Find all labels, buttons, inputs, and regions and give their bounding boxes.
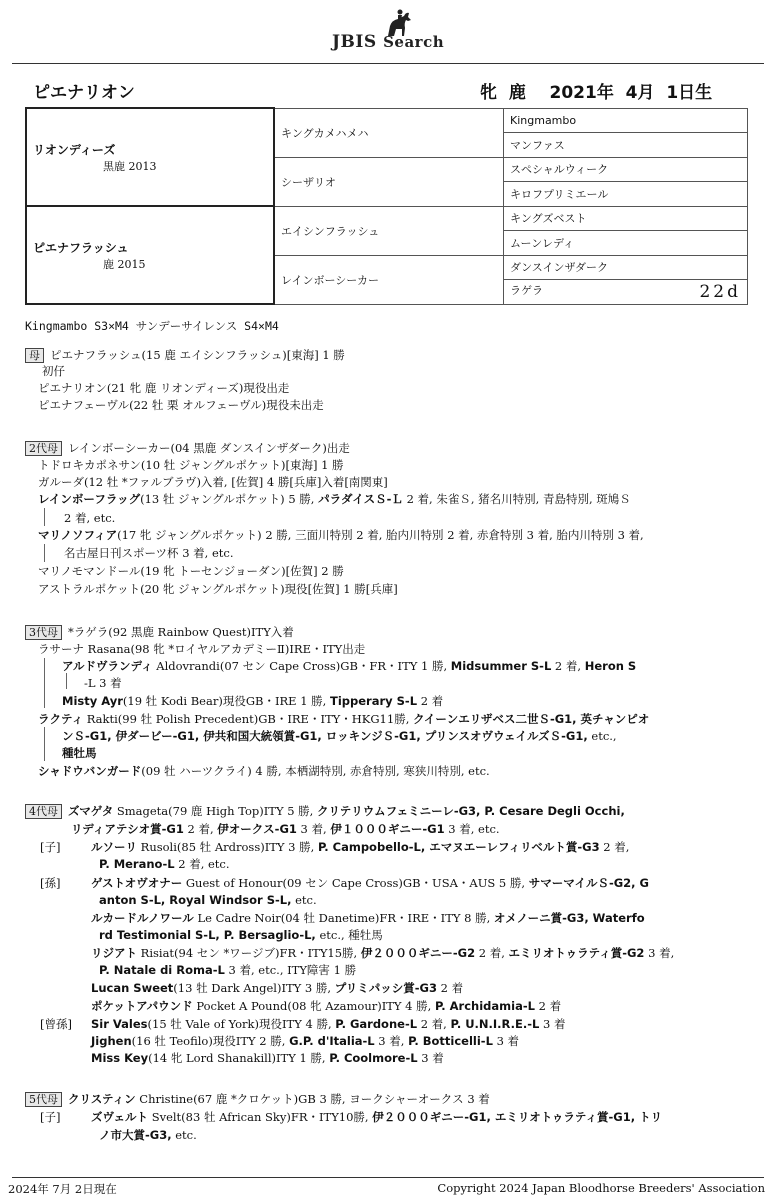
descendant-row-cont: P. Natale di Roma-L 3 着, etc., ITY障害 1 勝 bbox=[99, 963, 357, 977]
sire-name: リオンディーズ bbox=[33, 142, 116, 157]
dam-dam-dam-name: ラゲラ bbox=[510, 283, 543, 297]
descendant-row-cont: ノ市大賞-G3, etc. bbox=[99, 1128, 197, 1142]
offspring-row: マリノモマンドール(19 牝 トーセンジョーダン)[佐賀] 2 勝 bbox=[38, 564, 344, 578]
offspring-row: ラクティ Rakti(99 牡 Polish Precedent)GB・IRE・ITY・HKG11勝, クイーンエリザベス二世Ｓ-G1, 英チャンピオ bbox=[38, 712, 650, 726]
relation-label: [孫] bbox=[40, 876, 61, 890]
sire-dam-sire: スペシャルウィーク bbox=[504, 157, 748, 182]
dam1-tag: 母 bbox=[25, 348, 44, 363]
horse-name: ピエナリオン bbox=[33, 83, 135, 103]
offspring-row-cont: 2 着, etc. bbox=[64, 511, 116, 525]
dam3-tag: 3代母 bbox=[25, 625, 62, 640]
descendant-row-cont: rd Testimonial S-L, P. Bersaglio-L, etc., 種牡馬 bbox=[99, 928, 383, 942]
dam-cell bbox=[26, 206, 274, 304]
descendant-row: Sir Vales(15 牡 Vale of York)現役ITY 4 勝, P. Gardone-L 2 着, P. U.N.I.R.E.-L 3 着 bbox=[91, 1017, 566, 1031]
offspring-row-cont: ンＳ-G1, 伊ダービー-G1, 伊共和国大統領賞-G1, ロッキンジＳ-G1, プリンスオヴウェイルズＳ-G1, etc., bbox=[62, 729, 617, 743]
footer-copyright: Copyright 2024 Japan Bloodhorse Breeders' Association bbox=[437, 1181, 765, 1195]
dam3-line: 3代母 *ラゲラ(92 黒鹿 Rainbow Quest)ITY入着 bbox=[25, 624, 294, 640]
descendant-row: Miss Key(14 牝 Lord Shanakill)ITY 1 勝, P. Coolmore-L 3 着 bbox=[91, 1051, 444, 1065]
offspring-row: シャドウバンガード(09 牡 ハーツクライ) 4 勝, 本栖湖特別, 赤倉特別, 寒狭川特別, etc. bbox=[38, 764, 490, 778]
dam-dam-dam bbox=[504, 280, 748, 305]
relation-label: [曾孫] bbox=[40, 1017, 72, 1031]
indent-bar bbox=[44, 508, 45, 526]
offspring-row: レインボーフラッグ(13 牡 ジャングルポケット) 5 勝, パラダイスＳ-Ｌ 2 着, 朱雀Ｓ, 猪名川特別, 青島特別, 斑鳩Ｓ bbox=[38, 492, 631, 506]
relation-label: [子] bbox=[40, 840, 61, 854]
indent-bar bbox=[44, 658, 45, 708]
descendant-row: Lucan Sweet(13 牡 Dark Angel)ITY 3 勝, プリミパッシ賞-G3 2 着 bbox=[91, 981, 464, 995]
dam-sire-dam: ムーンレディ bbox=[504, 231, 748, 256]
footer-date: 2024年 7月 2日現在 bbox=[8, 1182, 117, 1196]
descendant-row: ルソーリ Rusoli(85 牡 Ardross)ITY 3 勝, P. Campobello-L, エマヌエーレフィリベルト賞-G3 2 着, bbox=[91, 840, 630, 854]
descendant-row: ポケットアパウンド Pocket A Pound(08 牝 Azamour)ITY 4 勝, P. Archidamia-L 2 着 bbox=[91, 999, 562, 1013]
dam5-line: 5代母 クリスティン Christine(67 鹿 *クロケット)GB 3 勝, ヨークシャーオークス 3 着 bbox=[25, 1091, 490, 1107]
dam1-line: 母 ピエナフラッシュ(15 鹿 エイシンフラッシュ)[東海] 1 勝 bbox=[25, 347, 345, 363]
offspring-row: アストラルポケット(20 牝 ジャングルポケット)現役[佐賀] 1 勝[兵庫] bbox=[38, 582, 398, 596]
dam-dam-sire: ダンスインザダーク bbox=[504, 255, 748, 280]
pedigree-table bbox=[25, 107, 748, 305]
dam2-line: 2代母 レインボーシーカー(04 黒鹿 ダンスインザダーク)出走 bbox=[25, 440, 350, 456]
descendant-row: リジアト Risiat(94 セン *ワージブ)FR・ITY15勝, 伊２０００ギニー-G2 2 着, エミリオトゥラティ賞-G2 3 着, bbox=[91, 946, 675, 960]
dam-info: 鹿 2015 bbox=[103, 257, 146, 271]
descendant-row: ズヴェルト Svelt(83 牡 African Sky)FR・ITY10勝, 伊２０００ギニー-G1, エミリオトゥラティ賞-G1, トリ bbox=[91, 1110, 663, 1124]
offspring-row: ラサーナ Rasana(98 牝 *ロイヤルアカデミーⅡ)IRE・ITY出走 bbox=[38, 642, 366, 656]
dam-dam: レインボーシーカー bbox=[274, 255, 504, 304]
indent-bar bbox=[44, 544, 45, 562]
sire-sire: キングカメハメハ bbox=[274, 108, 504, 157]
offspring-row: ガルーダ(12 牡 *ファルブラヴ)入着, [佐賀] 4 勝[兵庫]入着[南関東] bbox=[38, 475, 388, 489]
grandoffspring-row: アルドヴランディ Aldovrandi(07 セン Cape Cross)GB・FR・ITY 1 勝, Midsummer S-L 2 着, Heron S bbox=[62, 659, 637, 673]
inbreeding-line: Kingmambo S3×M4 サンデーサイレンス S4×M4 bbox=[25, 319, 279, 333]
dam-sire: エイシンフラッシュ bbox=[274, 206, 504, 255]
offspring-row: トドロキカポネサン(10 牡 ジャングルポケット)[東海] 1 勝 bbox=[38, 458, 344, 472]
horse-info: 牝 鹿 2021年 4月 1日生 bbox=[480, 83, 713, 103]
sire-sire-dam: マンファス bbox=[504, 133, 748, 158]
descendant-row-cont: anton S-L, Royal Windsor S-L, etc. bbox=[99, 893, 317, 907]
footer-divider bbox=[12, 1177, 764, 1178]
indent-bar bbox=[66, 673, 67, 689]
offspring-row-cont: 名古屋日刊スポーツ杯 3 着, etc. bbox=[64, 546, 234, 560]
logo-text: JBIS Search bbox=[332, 32, 445, 52]
offspring-row: ピエナフェーヴル(22 牡 栗 オルフェーヴル)現役未出走 bbox=[38, 398, 324, 412]
dam1-note: 初仔 bbox=[42, 364, 65, 378]
offspring-row-cont: 種牡馬 bbox=[62, 746, 97, 760]
jbis-logo[interactable] bbox=[326, 8, 460, 54]
sire-dam: シーザリオ bbox=[274, 157, 504, 206]
descendant-row: ルカードルノワール Le Cadre Noir(04 牡 Danetime)FR・IRE・ITY 8 勝, オメノーニ賞-G3, Waterfo bbox=[91, 911, 645, 925]
dam4-line: 4代母 ズマゲタ Smageta(79 鹿 High Top)ITY 5 勝, クリテリウムフェミニーレ-G3, P. Cesare Degli Occhi, bbox=[25, 803, 625, 819]
descendant-row: Jighen(16 牡 Teofilo)現役ITY 2 勝, G.P. d'Italia-L 3 着, P. Botticelli-L 3 着 bbox=[91, 1034, 520, 1048]
sire-sire-sire: Kingmambo bbox=[504, 108, 748, 133]
offspring-row: マリノソフィア(17 牝 ジャングルポケット) 2 勝, 三面川特別 2 着, 胎内川特別 2 着, 赤倉特別 3 着, 胎内川特別 3 着, bbox=[38, 528, 644, 542]
indent-bar bbox=[44, 727, 45, 761]
sire-info: 黒鹿 2013 bbox=[103, 159, 157, 173]
sire-cell bbox=[26, 108, 274, 206]
dam4-line-cont: リディアテシオ賞-G1 2 着, 伊オークス-G1 3 着, 伊１０００ギニー-G1 3 着, etc. bbox=[71, 822, 500, 836]
dam5-tag: 5代母 bbox=[25, 1092, 62, 1107]
relation-label: [子] bbox=[40, 1110, 61, 1124]
dam2-tag: 2代母 bbox=[25, 441, 62, 456]
offspring-row: ピエナリオン(21 牝 鹿 リオンディーズ)現役出走 bbox=[38, 381, 290, 395]
family-score: 22d bbox=[699, 281, 741, 302]
grandoffspring-row: Misty Ayr(19 牡 Kodi Bear)現役GB・IRE 1 勝, Tipperary S-L 2 着 bbox=[62, 694, 444, 708]
dam-name: ピエナフラッシュ bbox=[33, 240, 129, 255]
header-divider bbox=[12, 63, 764, 64]
descendant-row: ゲストオヴオナー Guest of Honour(09 セン Cape Cross)GB・USA・AUS 5 勝, サマーマイルＳ-G2, G bbox=[91, 876, 649, 890]
grandoffspring-row-cont: -L 3 着 bbox=[84, 676, 122, 690]
dam-sire-sire: キングズベスト bbox=[504, 206, 748, 231]
descendant-row-cont: P. Merano-L 2 着, etc. bbox=[99, 857, 230, 871]
dam4-tag: 4代母 bbox=[25, 804, 62, 819]
sire-dam-dam: キロフプリミエール bbox=[504, 182, 748, 207]
